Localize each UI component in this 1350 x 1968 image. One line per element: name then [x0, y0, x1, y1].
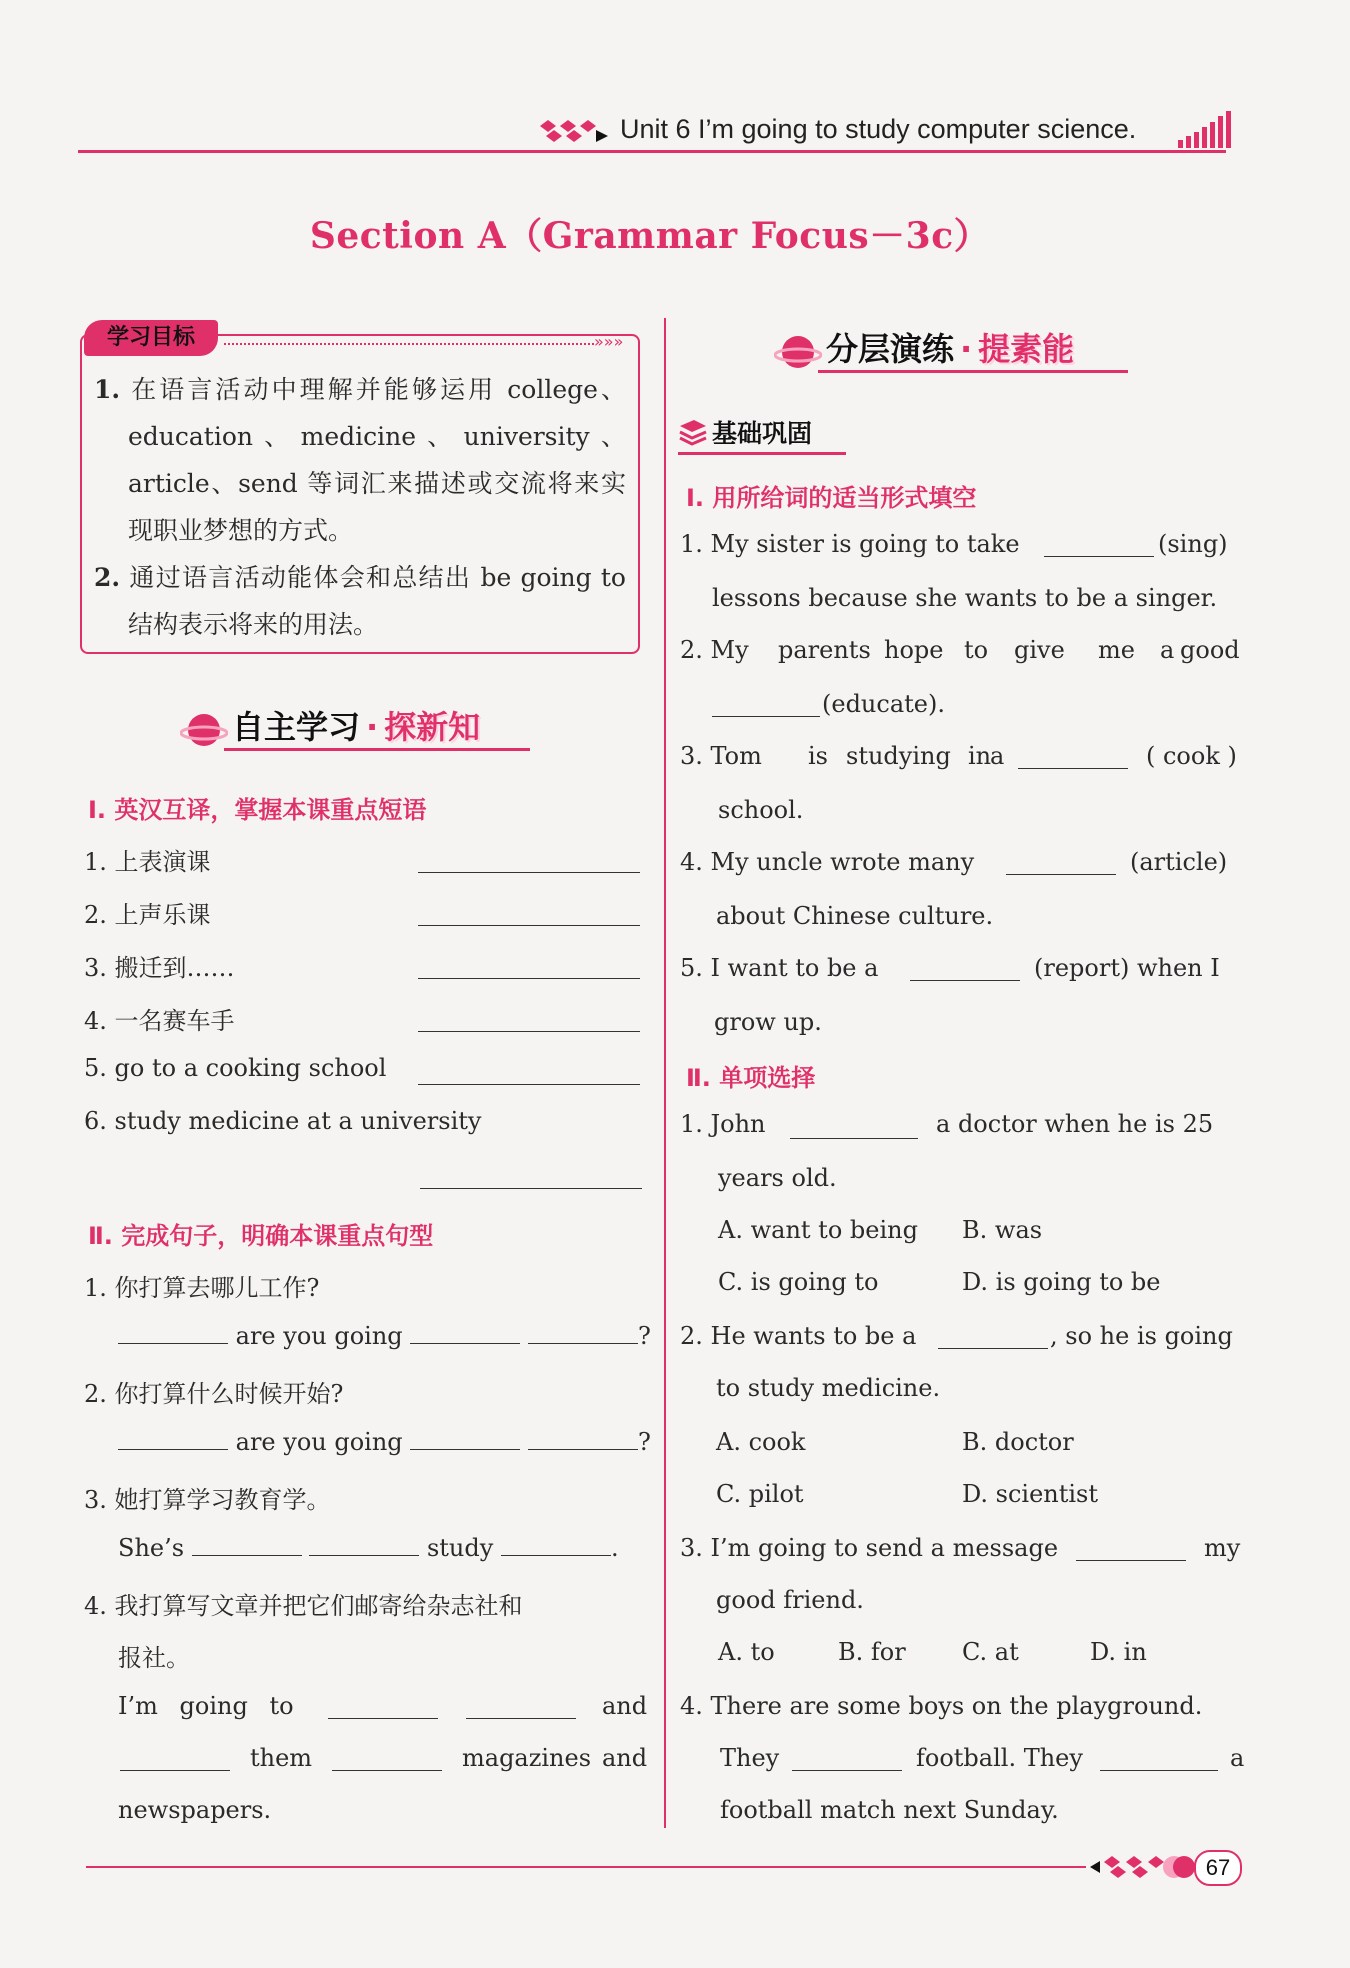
question-text: lessons because she wants to be a singer.	[712, 584, 1218, 612]
question-text: hope	[884, 636, 944, 664]
answer-blank[interactable]	[712, 716, 820, 717]
answer-blank[interactable]	[790, 1138, 918, 1139]
answer-blank[interactable]	[501, 1555, 611, 1556]
option-d[interactable]: D. scientist	[962, 1480, 1099, 1508]
phrase-item: 1. 上表演课	[84, 848, 211, 876]
answer-blank[interactable]	[118, 1343, 228, 1344]
question-text: 2. My	[680, 636, 749, 664]
question-text: give	[1014, 636, 1065, 664]
self-study-banner	[180, 700, 540, 754]
question-text: about Chinese culture.	[716, 902, 994, 930]
question-text: I’m	[118, 1692, 158, 1720]
section-title: Section A（Grammar Focus－3c）	[309, 215, 991, 257]
answer-blank[interactable]	[418, 978, 640, 979]
question-text: and	[602, 1692, 648, 1720]
question-text: (report) when I	[1034, 954, 1220, 982]
answer-blank[interactable]	[938, 1348, 1048, 1349]
question-text: ?	[637, 1322, 651, 1350]
answer-blank[interactable]	[910, 980, 1020, 981]
question-text: They	[720, 1744, 780, 1772]
part2-heading: Ⅱ. 完成句子，明确本课重点句型	[88, 1222, 434, 1250]
question-text: 2. He wants to be a	[680, 1322, 917, 1350]
question-cn: 3. 她打算学习教育学。	[84, 1486, 331, 1514]
footer-arrows-icon	[1090, 1852, 1170, 1882]
book-stack-icon	[678, 418, 708, 448]
objectives-divider	[224, 343, 594, 345]
option-a[interactable]: A. to	[718, 1638, 775, 1666]
header-arrows-icon	[540, 118, 610, 148]
question-text: 3. Tom	[680, 742, 762, 770]
question-text: me	[1098, 636, 1135, 664]
banner-underline	[224, 748, 530, 751]
question-text: (sing)	[1158, 530, 1228, 558]
question-cn: 4. 我打算写文章并把它们邮寄给杂志社和	[84, 1592, 523, 1620]
header-rule	[78, 150, 1226, 153]
banner-dot: ·	[366, 708, 379, 746]
answer-blank[interactable]	[120, 1770, 230, 1771]
option-c[interactable]: C. pilot	[716, 1480, 804, 1508]
question-text: 4. There are some boys on the playground.	[680, 1692, 1203, 1720]
objective-text: 通过语言活动能体会和总结出 be going to 结构表示将来的用法。	[128, 563, 626, 639]
question-text: is	[808, 742, 828, 770]
phrase-item: 6. study medicine at a university	[84, 1107, 482, 1135]
question-text: ( cook )	[1146, 742, 1237, 770]
question-text: 5. I want to be a	[680, 954, 879, 982]
question-text: , so he is going	[1050, 1322, 1233, 1350]
question-text: a	[1160, 636, 1175, 664]
question-text: 4. My uncle wrote many	[680, 848, 975, 876]
column-divider	[664, 318, 666, 1828]
question-text: to study medicine.	[716, 1374, 941, 1402]
answer-blank[interactable]	[410, 1343, 520, 1344]
question-text: are you going	[235, 1322, 403, 1350]
question-text: (educate).	[822, 690, 945, 718]
question-cn: 2. 你打算什么时候开始?	[84, 1380, 344, 1408]
answer-blank[interactable]	[328, 1718, 438, 1719]
banner-text: 自主学习	[232, 708, 361, 746]
phrase-item: 4. 一名赛车手	[84, 1007, 235, 1035]
question-text: magazines	[462, 1744, 592, 1772]
option-a[interactable]: A. want to being	[718, 1216, 918, 1244]
question-text: a doctor when he is 25	[936, 1110, 1214, 1138]
question-line	[118, 1692, 294, 1720]
question-text: ?	[637, 1428, 651, 1456]
answer-blank[interactable]	[410, 1449, 520, 1450]
answer-blank[interactable]	[420, 1188, 642, 1189]
question-text: to	[964, 636, 989, 664]
footer-rule	[86, 1866, 1086, 1868]
question-text: are you going	[235, 1428, 403, 1456]
objectives-list	[94, 366, 626, 648]
question-cn: 1. 你打算去哪儿工作?	[84, 1274, 320, 1302]
question-text: good friend.	[716, 1586, 864, 1614]
option-b[interactable]: B. was	[962, 1216, 1043, 1244]
question-text: a	[990, 742, 1005, 770]
banner-text: 分层演练	[826, 330, 955, 368]
answer-blank[interactable]	[1006, 874, 1116, 875]
question-text: going	[179, 1692, 248, 1720]
option-c[interactable]: C. is going to	[718, 1268, 879, 1296]
answer-blank[interactable]	[528, 1449, 638, 1450]
question-text: 3. I’m going to send a message	[680, 1534, 1059, 1562]
question-text: and	[602, 1744, 648, 1772]
answer-blank[interactable]	[1044, 556, 1154, 557]
option-b[interactable]: B. doctor	[962, 1428, 1074, 1456]
question-text: school.	[718, 796, 804, 824]
answer-blank[interactable]	[418, 1084, 640, 1085]
answer-blank[interactable]	[192, 1555, 302, 1556]
question-text: good	[1180, 636, 1240, 664]
phrase-item: 5. go to a cooking school	[84, 1054, 387, 1082]
answer-blank[interactable]	[466, 1718, 576, 1719]
objectives-tag: 学习目标	[84, 320, 218, 356]
question-text: 1. My sister is going to take	[680, 530, 1020, 558]
answer-blank[interactable]	[1100, 1770, 1218, 1771]
chevrons-icon: »»»	[594, 332, 624, 351]
planet-icon	[180, 706, 228, 754]
question-text: newspapers.	[118, 1796, 272, 1824]
footer-dot-icon	[1162, 1852, 1196, 1882]
objective-number: 1.	[94, 375, 121, 404]
objective-text: 在语言活动中理解并能够运用 college、education、medicine、university、article、send 等词汇来描述或交流将来实现职业梦想的方式。	[128, 375, 626, 545]
objective-item	[94, 366, 626, 554]
answer-blank[interactable]	[528, 1343, 638, 1344]
banner-underline	[818, 370, 1128, 373]
question-text: in	[968, 742, 992, 770]
banner-dot: ·	[960, 330, 973, 368]
question-text: football. They	[916, 1744, 1083, 1772]
answer-blank[interactable]	[309, 1555, 419, 1556]
question-text: years old.	[718, 1164, 837, 1192]
label-underline	[678, 452, 846, 455]
question-text: (article)	[1130, 848, 1228, 876]
question-text: football match next Sunday.	[720, 1796, 1059, 1824]
unit-title: Unit 6 I’m going to study computer science.	[620, 114, 1137, 144]
question-text: them	[250, 1744, 313, 1772]
banner-highlight: 提素能	[978, 330, 1075, 368]
phrase-item: 3. 搬迁到……	[84, 954, 235, 982]
phrase-item: 2. 上声乐课	[84, 901, 211, 929]
question-text: a	[1230, 1744, 1245, 1772]
option-c[interactable]: C. at	[962, 1638, 1019, 1666]
answer-blank[interactable]	[792, 1770, 902, 1771]
practice-banner	[774, 322, 1154, 376]
question-text: studying	[846, 742, 951, 770]
question-text: my	[1204, 1534, 1241, 1562]
part1-heading: Ⅰ. 英汉互译，掌握本课重点短语	[88, 796, 427, 824]
objective-item	[94, 554, 626, 648]
page-number: 67	[1194, 1850, 1242, 1886]
question-line	[118, 1428, 651, 1456]
question-text: .	[610, 1534, 619, 1562]
question-text: She’s	[118, 1534, 185, 1562]
fill-heading: Ⅰ. 用所给词的适当形式填空	[686, 484, 977, 512]
choice-heading: Ⅱ. 单项选择	[686, 1064, 816, 1092]
question-line	[118, 1534, 619, 1562]
question-text: 1. John	[680, 1110, 766, 1138]
answer-blank[interactable]	[418, 925, 640, 926]
option-a[interactable]: A. cook	[716, 1428, 806, 1456]
answer-blank[interactable]	[332, 1770, 442, 1771]
option-d[interactable]: D. is going to be	[962, 1268, 1161, 1296]
question-text: parents	[778, 636, 871, 664]
question-text: to	[269, 1692, 294, 1720]
question-line	[118, 1322, 651, 1350]
option-b[interactable]: B. for	[838, 1638, 906, 1666]
foundation-label	[678, 412, 846, 454]
question-cn: 报社。	[118, 1644, 190, 1672]
answer-blank[interactable]	[418, 872, 640, 873]
answer-blank[interactable]	[418, 1031, 640, 1032]
option-d[interactable]: D. in	[1090, 1638, 1147, 1666]
question-text: study	[426, 1534, 494, 1562]
banner-highlight: 探新知	[384, 708, 481, 746]
answer-blank[interactable]	[1076, 1560, 1186, 1561]
objective-number: 2.	[94, 563, 121, 592]
signal-bars-icon	[1176, 110, 1232, 150]
answer-blank[interactable]	[1018, 768, 1128, 769]
foundation-label-text: 基础巩固	[712, 419, 813, 448]
planet-icon	[774, 328, 822, 376]
question-text: grow up.	[714, 1008, 822, 1036]
answer-blank[interactable]	[118, 1449, 228, 1450]
